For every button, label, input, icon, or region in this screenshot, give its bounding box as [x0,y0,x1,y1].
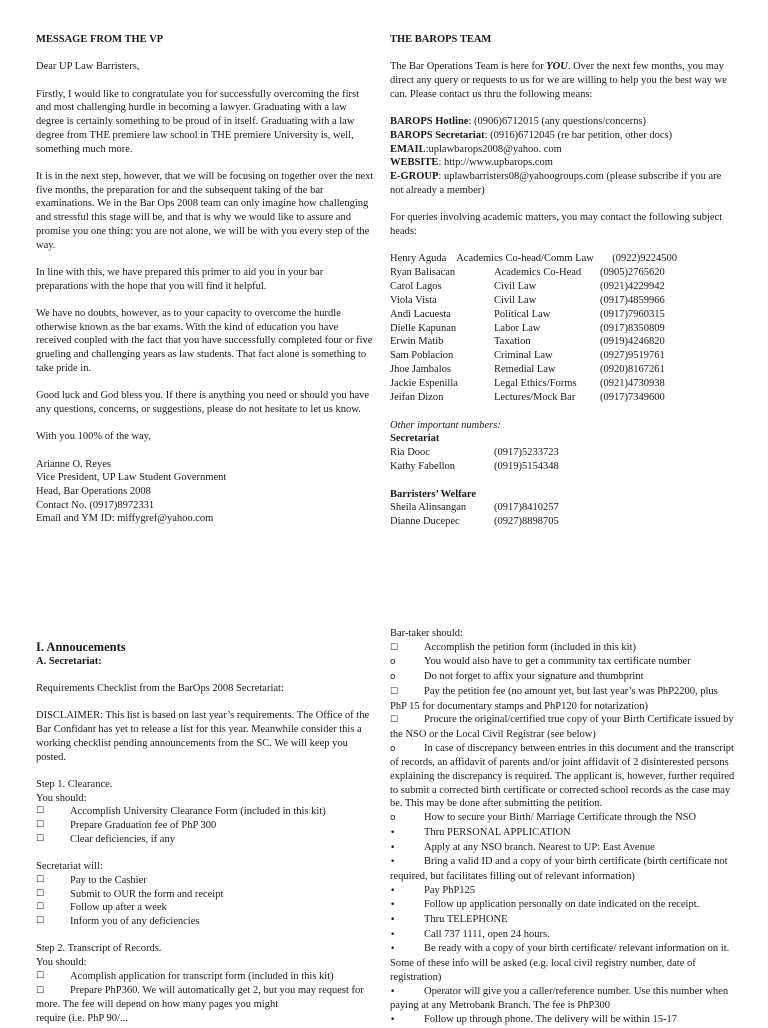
contact-row [390,501,559,515]
dot-bullet-icon: • [390,827,396,838]
checkbox-icon[interactable]: ☐ [390,686,399,697]
bar-taker-section [390,627,735,1028]
subject-head-name: Dielle Kapunan [390,322,457,334]
circle-bullet-icon: o [390,813,396,824]
team-heading: THE BAROPS TEAM [390,34,492,45]
bar-taker-item [390,742,735,812]
subject-head-phone: (0921)4229942 [600,280,665,292]
subject-head-phone: (0920)8167261 [600,364,665,376]
contact-hotline [390,115,735,129]
vp-paragraph-4: We have no doubts, however, as to your capacity to overcome the hurdle otherwise known as the bar exams. With the kind of education you have received coupled with the fact that you have successfully completed four or five grueling and challenging years as law students. That fact alone is something to take pride in. [36,307,373,374]
dot-bullet-icon: • [390,986,396,997]
vp-closing: With you 100% of the way, [36,431,151,443]
vp-sig-name: Arianne O. Reyes [36,458,111,470]
subject-head-name: Jeifan Dizon [390,392,444,404]
secretariat-value: : (0916)6712045 (re bar petition, other docs) [484,129,673,141]
checkbox-icon[interactable]: ☐ [36,820,45,831]
academic-intro: For queries involving academic matters, you may contact the following subject heads: [390,212,723,237]
circle-bullet-icon: o [390,743,396,754]
contact-phone: (0919)5154348 [494,460,559,472]
bar-taker-item [390,655,735,670]
subject-head-subject: Labor Law [494,322,541,334]
contact-name: Ria Dooc [390,447,430,459]
bar-taker-item-text: Be ready with a copy of your birth certificate/ relevant information on it. Some of these info will be asked (e.g. local civil registry number, date of registration) [390,943,730,983]
step-2-cut-line: require (i.e. PhP 90/... [36,1012,128,1024]
checklist-item-text: Pay to the Cashier [70,874,147,886]
announcements-section [36,641,376,1026]
subject-head-subject: Legal Ethics/Forms [494,378,577,390]
checkbox-icon[interactable]: ☐ [390,715,399,726]
bar-taker-item [390,685,735,713]
step-2-item-2 [36,984,376,1012]
subject-head-row [390,391,665,405]
checkbox-icon[interactable]: ☐ [36,874,45,885]
bar-taker-item [390,641,735,656]
subject-head-row [390,377,665,391]
bar-taker-item-text: Bring a valid ID and a copy of your birth certificate (birth certificate not required, but facilitates filling out of relevant information) [390,856,728,882]
checklist-item[interactable] [36,833,376,847]
team-intro-b: . Over the next few months, you may direct any query or requests to us for we are willing to help you the best way we can. Please contact us thru the following means: [390,61,727,100]
subject-head-subject: Criminal Law [494,350,553,362]
subject-head-phone: (0917)7349600 [600,392,665,404]
contact-secretariat [390,129,735,143]
secretariat-checklist [36,874,376,929]
secretariat-subheading: A. Secretariat: [36,655,102,667]
step-1-checklist [36,805,376,846]
subject-head-phone: (0905)2765620 [600,266,665,278]
subject-head-subject: Civil Law [494,280,537,292]
vp-sig-email: Email and YM ID: miffygref@yahoo.com [36,513,214,525]
secretariat-label: BAROPS Secretariat [390,129,485,141]
subject-head-phone: (0927)9519761 [600,350,665,362]
bar-taker-item-text: Thru TELEPHONE [424,914,508,926]
dot-bullet-icon: • [390,857,396,868]
contact-phone: (0927)8898705 [494,516,559,528]
subject-head-name: Jackie Espenilla [390,378,458,390]
step-2-heading: Step 2. Transcript of Records. [36,943,162,955]
subject-head-row [390,335,665,349]
bar-taker-item-text: Procure the original/certified true copy of your Birth Certificate issued by the NSO or the Local Civil Registrar (see below) [390,714,734,740]
bar-taker-item-text: Follow up application personally on date indicated on the receipt. [424,899,700,911]
bar-taker-item [390,898,735,913]
announcements-heading: I. Annoucements [36,640,126,654]
contact-list [390,115,735,197]
bar-taker-item-text: Do not forget to affix your signature and thumbprint [424,671,644,683]
subject-heads-table [390,266,665,405]
contact-name: Dianne Ducepec [390,516,460,528]
team-intro-you: YOU [546,61,568,73]
disclaimer: DISCLAIMER: This list is based on last year’s requirements. The Office of the Bar Confidant has yet to release a list for this year. Meanwhile consider this a working checklist pending announcements from the SC. We will keep you posted. [36,710,370,763]
vp-paragraph-5: Good luck and God bless you. If there is anything you need or should you have any questions, concerns, or suggestions, please do not hesitate to let us know. [36,390,370,415]
contact-egroup [390,170,735,197]
subject-head-name: Viola Vista [390,294,437,306]
dot-bullet-icon: • [390,1014,396,1025]
vp-paragraph-3: In line with this, we have prepared this primer to aid you in your bar preparations with the hope that you will find it helpful. [36,266,324,292]
bar-taker-item [390,713,735,741]
dot-bullet-icon: • [390,900,396,911]
checkbox-icon[interactable]: ☐ [36,888,45,899]
circle-bullet-icon: o [390,672,396,683]
subject-head-row [390,363,665,377]
checklist-item-text: Acomplish application for transcript form (included in this kit) [70,970,334,982]
checklist-item-text: Inform you of any deficiencies [70,916,200,927]
secretariat-table [390,446,559,474]
contact-name: Sheila Alinsangan [390,502,467,514]
subject-head-subject: Academics Co-Head [494,266,582,278]
subject-head-row [390,349,665,363]
email-label: EMAIL [390,143,426,155]
subject-head-row [390,308,665,322]
bar-taker-item [390,841,735,856]
bar-taker-item-text: Pay PhP125 [424,884,476,896]
subject-head-row [390,266,665,280]
bar-taker-item [390,884,735,899]
dot-bullet-icon: • [390,885,396,896]
contact-phone: (0917)8410257 [494,502,559,514]
subject-head-subject: Lectures/Mock Bar [494,392,576,404]
subject-head-subject: Remedial Law [494,364,556,376]
you-should-label-2: You should: [36,957,87,969]
vp-message-section [36,33,376,526]
checklist-item[interactable] [36,915,376,929]
bar-taker-item-text: Operator will give you a caller/reference number. Use this number when paying at any Metrobank Branch. The fee is PhP300 [390,985,729,1012]
subject-head-first: Henry Aguda Academics Co-head/Comm Law (0922)9224500 [390,253,677,265]
contact-row [390,460,559,474]
checklist-item[interactable] [36,970,376,984]
contact-row [390,515,559,529]
checklist-intro: Requirements Checklist from the BarOps 2008 Secretariat: [36,683,284,695]
bar-taker-item-text: Pay the petition fee (no amount yet, but last year’s was PhP2200, plus PhP 15 for documentary stamps and PhP120 for notarization) [390,685,718,712]
team-intro-a: The Bar Operations Team is here for [390,61,547,73]
checklist-item[interactable] [36,901,376,915]
contact-name: Kathy Fabellon [390,460,456,472]
secretariat-will-label: Secretariat will: [36,861,103,873]
checkbox-icon[interactable]: ☐ [36,833,45,844]
vp-heading: MESSAGE FROM THE VP [36,34,164,45]
vp-greeting: Dear UP Law Barristers, [36,61,140,73]
checkbox-icon[interactable]: ☐ [36,902,45,913]
checklist-item[interactable] [36,805,376,819]
dot-bullet-icon: • [390,842,396,853]
bar-taker-item [390,670,735,685]
checkbox-icon[interactable]: ☐ [36,806,45,817]
checkbox-icon[interactable]: ☐ [36,916,45,926]
egroup-value: : uplawbarristers08@yahoogroups.com (please subscribe if you are not already a member) [390,171,722,196]
bar-taker-list [390,641,735,1028]
subject-head-subject: Political Law [494,308,551,320]
checklist-item[interactable] [36,819,376,833]
subject-head-name: Jhoe Jambalos [390,364,451,376]
bar-taker-item [390,855,735,883]
dot-bullet-icon: • [390,944,396,955]
bar-taker-item-text: Apply at any NSO branch. Nearest to UP: East Avenue [424,841,655,853]
bar-taker-item [390,826,735,841]
vp-paragraph-2: It is in the next step, however, that we will be focusing on together over the next five months, the preparation for and the subsequent taking of the bar examinations. We in the Bar Ops 2008 team can only imagine how challenging and stressful this stage will be, and that is why we would like to assure and promise you one thing: you are not alone, we will be with you every step of the way. [36,170,374,251]
checklist-item-text: Submit to OUR the form and receipt [70,888,224,900]
checklist-item-text: Prepare Graduation fee of PhP 300 [70,820,217,832]
secretariat-heading: Secretariat [390,433,440,445]
subject-head-phone: (0919)4246820 [600,336,665,348]
contact-row [390,446,559,460]
barops-team-section [390,33,735,529]
checkbox-icon[interactable]: ☐ [36,985,45,996]
checklist-item[interactable] [36,888,376,902]
you-should-label: You should: [36,792,87,804]
vp-sig-contact: Contact No. (0917)8972331 [36,499,155,511]
welfare-table [390,501,559,529]
checklist-item-text: Accomplish University Clearance Form (included in this kit) [70,806,326,818]
checklist-item[interactable] [36,874,376,888]
hotline-value: : (0906)6712015 (any questions/concerns) [468,116,647,128]
checklist-item-text: Follow up after a week [70,902,167,914]
step-2-item-2-text: Prepare PhP360. We will automatically get 2, but you may request for more. The fee will depend on how many pages you might [36,984,364,1011]
contact-website [390,156,735,170]
step-1-heading: Step 1. Clearance. [36,778,113,790]
dot-bullet-icon: • [390,915,396,926]
website-label: WEBSITE [390,157,439,169]
contact-email [390,143,735,157]
bar-taker-item [390,942,735,984]
subject-head-subject: Taxation [494,336,531,348]
hotline-label: BAROPS Hotline [390,116,469,128]
email-value: :uplawbarops2008@yahoo. com [425,143,562,155]
other-numbers-label: Other important numbers: [390,419,501,431]
vp-sig-title-1: Vice President, UP Law Student Government [36,472,227,484]
bar-taker-item-text: Call 737 1111, open 24 hours. [424,928,550,940]
bar-taker-item [390,811,735,826]
welfare-heading: Barristers’ Welfare [390,488,477,500]
bar-taker-item-text: Follow up through phone. The delivery will be within 15-17 [424,1013,677,1025]
bar-taker-item [390,913,735,928]
bar-taker-item-text: How to secure your Birth/ Marriage Certificate through the NSO [424,812,697,824]
bar-taker-item-text: You would also have to get a community tax certificate number [424,656,691,668]
subject-head-row [390,280,665,294]
website-value: : http://www.upbarops.com [438,157,553,169]
bar-taker-item [390,928,735,943]
bar-taker-item [390,985,735,1013]
checkbox-icon[interactable]: ☐ [36,970,45,981]
subject-head-subject: Civil Law [494,294,537,306]
bar-taker-intro: Bar-taker should: [390,628,463,639]
bar-taker-item-text: In case of discrepancy between entries in this document and the transcript of records, an affidavit of parents and/or joint affidavit of 2 disinterested persons explaining the discrepancy is required. The applicant is, however, further required to submit a corrected birth certificate or corrected school records as the case may be. This may be done after submitting the petition. [390,742,735,810]
team-intro [390,60,735,101]
subject-head-name: Ryan Balisacan [390,266,456,278]
subject-head-phone: (0917)4859966 [600,294,665,306]
subject-head-name: Sam Poblacion [390,350,454,362]
vp-signature [36,458,376,527]
circle-bullet-icon: o [390,657,396,668]
vp-sig-title-2: Head, Bar Operations 2008 [36,486,151,498]
egroup-label: E-GROUP [390,171,439,182]
subject-head-phone: (0921)4730938 [600,378,665,390]
subject-head-phone: (0917)7960315 [600,308,665,320]
contact-phone: (0917)5233723 [494,447,559,459]
dot-bullet-icon: • [390,929,396,940]
vp-paragraph-1: Firstly, I would like to congratulate you for successfully overcoming the first and most challenging hurdle in becoming a lawyer. Graduating with a law degree is certainly something to be proud of in itself. Graduating with a law degree from THE premiere law school in THE premiere University is, well, something much more. [36,88,359,155]
bar-taker-item [390,1013,735,1028]
subject-head-name: Carol Lagos [390,280,442,292]
subject-head-row [390,322,665,336]
subject-head-phone: (0917)8350809 [600,322,665,334]
checklist-item-text: Clear deficiencies, if any [70,833,175,845]
subject-head-name: Erwin Matib [390,336,444,348]
bar-taker-item-text: Thru PERSONAL APPLICATION [424,826,571,838]
subject-head-name: Andi Lacuesta [390,308,451,320]
subject-head-row [390,294,665,308]
checkbox-icon[interactable]: ☐ [390,642,399,653]
bar-taker-item-text: Accomplish the petition form (included in this kit) [424,641,637,653]
